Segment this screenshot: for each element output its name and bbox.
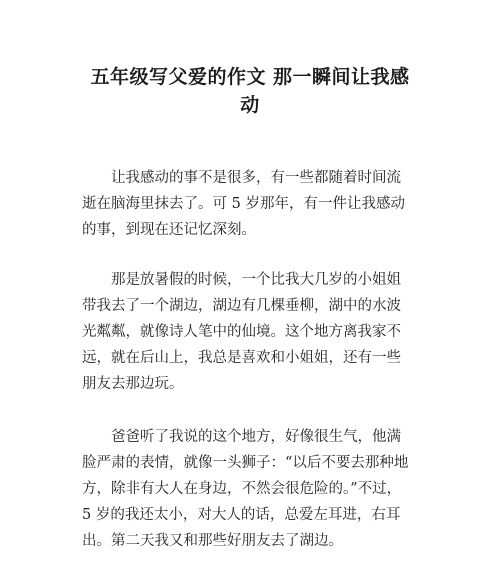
paragraph-line: 朋友去那边玩。 xyxy=(82,376,184,392)
paragraph-line: 带我去了一个湖边，湖边有几棵垂柳，湖中的水波 xyxy=(82,298,401,314)
paragraph-line: 的事，到现在还记忆深刻。 xyxy=(82,222,256,238)
paragraph xyxy=(82,267,422,397)
paragraph-line: 脸严肃的表情，就像一头狮子：“以后不要去那种地 xyxy=(82,455,409,471)
paragraph-line: 远，就在后山上，我总是喜欢和小姐姐，还有一些 xyxy=(82,350,401,366)
paragraph-line: 方，除非有大人在身边，不然会很危险的。”不过， xyxy=(82,481,402,497)
paragraph-line: 爸爸听了我说的这个地方，好像很生气，他满 xyxy=(111,429,401,445)
title-line: 五年级写父爱的作文 那一瞬间让我感 xyxy=(90,66,410,88)
paragraph-line: 让我感动的事不是很多，有一些都随着时间流 xyxy=(111,170,401,186)
document-title xyxy=(60,63,440,119)
paragraph-line: 5 岁的我还太小，对大人的话，总爱左耳进，右耳 xyxy=(82,507,401,523)
title-line: 动 xyxy=(240,94,260,116)
paragraph xyxy=(82,424,422,554)
paragraph-line: 光粼粼，就像诗人笔中的仙境。这个地方离我家不 xyxy=(82,324,401,340)
paragraph xyxy=(82,165,422,243)
paragraph-line: 那是放暑假的时候，一个比我大几岁的小姐姐 xyxy=(111,272,401,288)
paragraph-line: 逝在脑海里抹去了。可 5 岁那年，有一件让我感动 xyxy=(82,196,405,212)
paragraph-line: 出。第二天我又和那些好朋友去了湖边。 xyxy=(82,533,343,549)
